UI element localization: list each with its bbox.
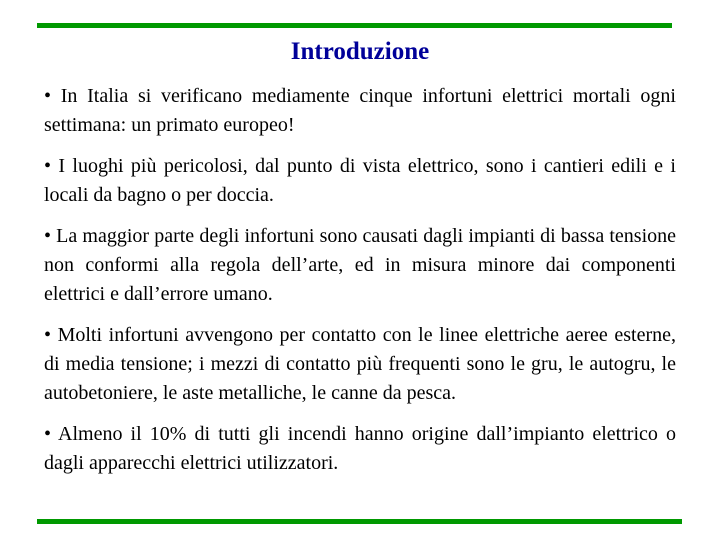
top-divider [37, 23, 672, 28]
bullet-item: • La maggior parte degli infortuni sono causati dagli impianti di bassa tensione non conformi alla regola dell’arte, ed in misura minore dai componenti elettrici e dall’errore umano. [44, 225, 676, 305]
bullet-list [44, 82, 676, 490]
bullet-item: • Molti infortuni avvengono per contatto con le linee elettriche aeree esterne, di media tensione; i mezzi di contatto più frequenti sono le gru, le autogru, le autobetoniere, le aste metalliche, le canne da pesca. [44, 324, 676, 404]
bullet-item: • In Italia si verificano mediamente cinque infortuni elettrici mortali ogni settimana: un primato europeo! [44, 85, 676, 136]
bullet-item: • I luoghi più pericolosi, dal punto di vista elettrico, sono i cantieri edili e i locali da bagno o per doccia. [44, 155, 676, 206]
bottom-divider [37, 519, 682, 524]
bullet-item: • Almeno il 10% di tutti gli incendi hanno origine dall’impianto elettrico o dagli apparecchi elettrici utilizzatori. [44, 423, 676, 474]
slide-title: Introduzione [290, 38, 430, 65]
